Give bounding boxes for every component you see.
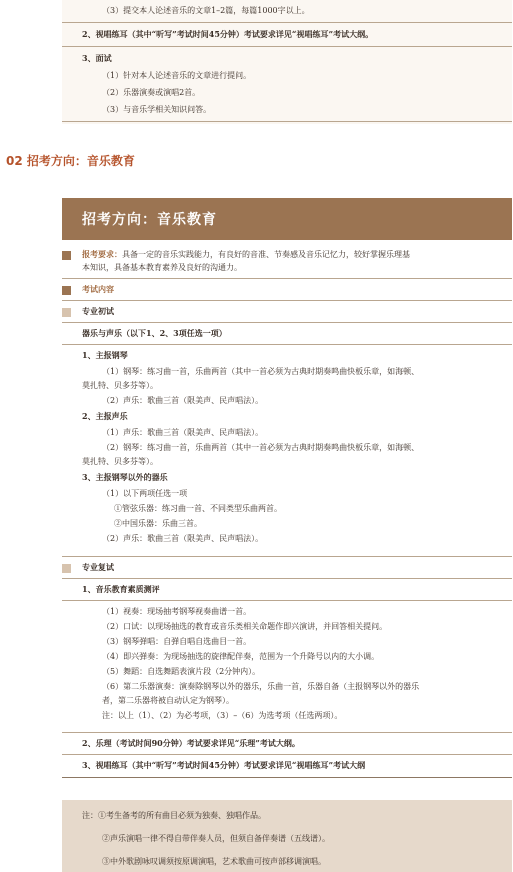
retest-item-4: （4）即兴弹奏：为现场抽选的旋律配伴奏，范围为一个升降号以内的大小调。	[102, 652, 380, 661]
divider	[62, 754, 512, 755]
note-line-3: ③中外歌剧咏叹调须按原调演唱，艺术歌曲可按声部移调演唱。	[102, 857, 326, 866]
other-item-1b: ②中国乐器：乐曲三首。	[114, 519, 202, 528]
piano-item-2: （2）声乐：歌曲三首（限美声、民声唱法）。	[102, 396, 264, 405]
exam-content-heading: 考试内容	[82, 284, 114, 294]
vocal-item-2b: 莫扎特、贝多芬等）。	[82, 457, 158, 466]
ear-training-item: 3、视唱练耳（其中“听写”考试时间45分钟）考试要求详见“视唱练耳”考试大纲	[82, 760, 366, 770]
vocal-heading: 2、主报声乐	[82, 411, 128, 421]
requirement-label: 报考要求：	[82, 249, 122, 259]
other-item-1: （1）以下两项任选一项	[102, 489, 188, 498]
divider	[62, 46, 512, 47]
music-education-panel	[62, 240, 512, 788]
note-line-1: 注：①考生备考的所有曲目必须为独奏、独唱作品。	[82, 811, 266, 820]
retest-item-6a: （6）第二乐器演奏：演奏除钢琴以外的器乐，乐曲一首，乐器自备（主报钢琴以外的器乐	[102, 682, 420, 691]
interview-sub-1: （1）针对本人论述音乐的文章进行提问。	[102, 71, 252, 80]
note-line-2: ②声乐演唱一律不得自带伴奏人员，但须自备伴奏谱（五线谱）。	[102, 834, 330, 843]
divider	[62, 22, 512, 23]
quality-heading: 1、音乐教育素质测评	[82, 584, 160, 594]
other-instrument-heading: 3、主报钢琴以外的器乐	[82, 472, 168, 482]
theory-item: 2、乐理（考试时间90分钟）考试要求详见“乐理”考试大纲。	[82, 738, 300, 748]
direction-banner	[62, 198, 512, 240]
other-item-1a: ①管弦乐器：练习曲一首、不同类型乐曲两首。	[114, 504, 282, 513]
divider	[62, 344, 512, 345]
other-item-2: （2）声乐：歌曲三首（限美声、民声唱法）。	[102, 534, 264, 543]
retest-item-3: （3）钢琴弹唱：自弹自唱自选曲目一首。	[102, 637, 252, 646]
retest-item-6b: 者，第二乐器将被自动认定为钢琴）。	[102, 696, 234, 705]
divider	[62, 578, 512, 579]
piano-item-1a: （1）钢琴：练习曲一首，乐曲两首（其中一首必须为古典时期奏鸣曲快板乐章，如海顿、	[102, 367, 420, 376]
prev-line: （3）提交本人论述音乐的文章1–2篇，每篇1000字以上。	[102, 6, 310, 15]
divider	[62, 556, 512, 557]
retest-item-5: （5）舞蹈：自选舞蹈表演片段（2分钟内）。	[102, 667, 261, 676]
piano-item-1b: 莫扎特、贝多芬等）。	[82, 381, 158, 390]
previous-section-panel	[62, 0, 512, 124]
prelim-subtitle: 器乐与声乐（以下1、2、3项任选一项）	[82, 328, 227, 338]
divider	[62, 777, 512, 778]
requirement-line-2: 本知识，具备基本教育素养及良好的沟通力。	[82, 263, 242, 272]
requirement-text: 具备一定的音乐实践能力，有良好的音准、节奏感及音乐记忆力，较好掌握乐理基	[122, 250, 410, 259]
divider	[62, 121, 512, 122]
divider	[62, 278, 512, 279]
interview-sub-3: （3）与音乐学相关知识问答。	[102, 105, 212, 114]
notes-panel	[62, 800, 512, 872]
retest-title: 专业复试	[82, 562, 114, 572]
retest-note: 注：以上（1）、（2）为必考项，（3）–（6）为选考项（任选两项）。	[102, 711, 343, 720]
retest-item-1: （1）视奏：现场抽考钢琴视奏曲谱一首。	[102, 607, 252, 616]
interview-sub-2: （2）乐器演奏或演唱2首。	[102, 88, 201, 97]
requirement-line-1	[62, 249, 512, 260]
divider	[62, 732, 512, 733]
piano-heading: 1、主报钢琴	[82, 350, 128, 360]
vocal-item-2a: （2）钢琴：练习曲一首，乐曲两首（其中一首必须为古典时期奏鸣曲快板乐章，如海顿、	[102, 443, 420, 452]
vocal-item-1: （1）声乐：歌曲三首（限美声、民声唱法）。	[102, 428, 264, 437]
prelim-title: 专业初试	[82, 306, 114, 316]
divider	[62, 300, 512, 301]
interview-item: 3、面试	[82, 53, 112, 63]
retest-item-2: （2）口试：以现场抽选的教育或音乐类相关命题作即兴演讲，并回答相关提问。	[102, 622, 388, 631]
divider	[62, 600, 512, 601]
divider	[62, 322, 512, 323]
sight-singing-item: 2、视唱练耳（其中“听写”考试时间45分钟）考试要求详见“视唱练耳”考试大纲。	[82, 29, 374, 39]
section-heading: 02 招考方向：音乐教育	[6, 154, 135, 168]
banner-title: 招考方向：音乐教育	[82, 212, 217, 228]
